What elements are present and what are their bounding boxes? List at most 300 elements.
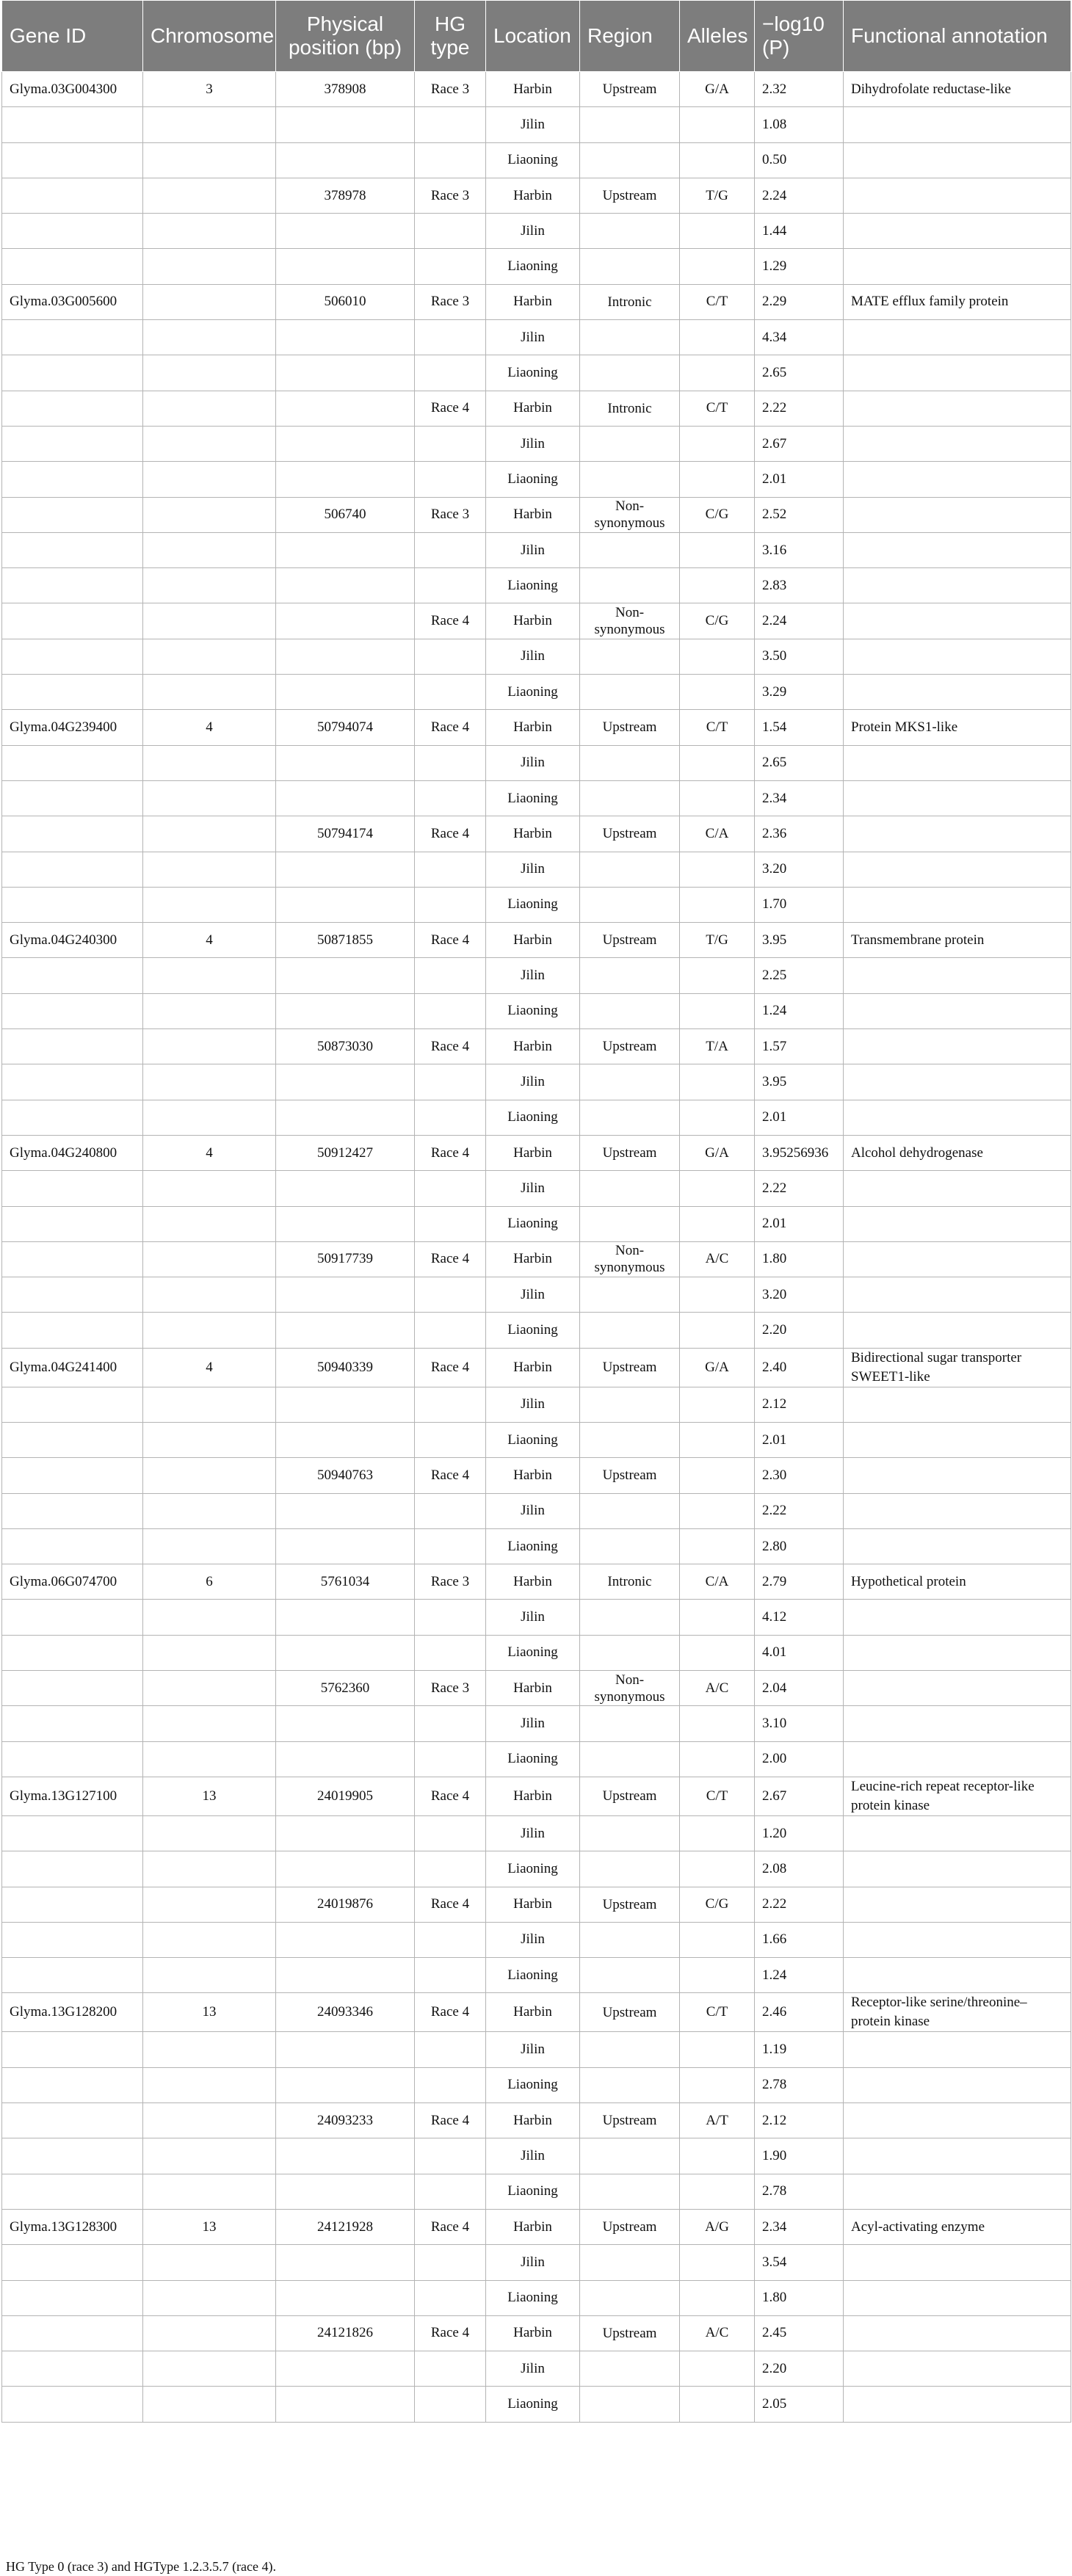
cell-functional-annotation — [844, 2103, 1071, 2138]
table-row — [2, 391, 1071, 426]
cell-hg-type — [415, 2387, 486, 2422]
cell-hg-type — [415, 887, 486, 922]
cell-alleles: C/A — [680, 1564, 755, 1600]
cell-chromosome: 4 — [143, 923, 276, 958]
cell-physical-position — [276, 887, 415, 922]
cell-functional-annotation — [844, 1851, 1071, 1887]
cell-physical-position — [276, 1600, 415, 1635]
table-row — [2, 639, 1071, 674]
cell-log10p: 2.20 — [755, 1313, 844, 1348]
table-row — [2, 1422, 1071, 1457]
cell-physical-position — [276, 2032, 415, 2067]
cell-chromosome — [143, 2032, 276, 2067]
cell-gene-id — [2, 1206, 143, 1241]
cell-gene-id — [2, 675, 143, 710]
cell-chromosome — [143, 1493, 276, 1528]
cell-functional-annotation — [844, 2245, 1071, 2280]
cell-alleles — [680, 1600, 755, 1635]
cell-functional-annotation: Acyl-activating enzyme — [844, 2209, 1071, 2244]
cell-chromosome — [143, 391, 276, 426]
cell-physical-position — [276, 1277, 415, 1313]
cell-log10p: 3.10 — [755, 1706, 844, 1741]
cell-region — [580, 993, 680, 1028]
table-row — [2, 958, 1071, 993]
cell-hg-type: Race 4 — [415, 2209, 486, 2244]
cell-alleles — [680, 1422, 755, 1457]
cell-location: Liaoning — [486, 2280, 580, 2315]
cell-hg-type — [415, 2067, 486, 2102]
cell-location: Harbin — [486, 1993, 580, 2032]
cell-chromosome: 4 — [143, 1135, 276, 1170]
cell-functional-annotation — [844, 1600, 1071, 1635]
cell-region: Intronic — [580, 391, 680, 426]
cell-hg-type — [415, 2280, 486, 2315]
cell-chromosome — [143, 993, 276, 1028]
cell-functional-annotation — [844, 1100, 1071, 1135]
cell-functional-annotation — [844, 1887, 1071, 1922]
cell-hg-type — [415, 1922, 486, 1957]
cell-alleles: C/T — [680, 284, 755, 319]
cell-chromosome — [143, 355, 276, 391]
cell-physical-position — [276, 391, 415, 426]
cell-region — [580, 780, 680, 816]
cell-hg-type — [415, 675, 486, 710]
cell-log10p: 2.22 — [755, 1887, 844, 1922]
cell-gene-id — [2, 1100, 143, 1135]
cell-location: Liaoning — [486, 2067, 580, 2102]
cell-hg-type: Race 4 — [415, 1029, 486, 1064]
table-row — [2, 2280, 1071, 2315]
cell-log10p: 2.78 — [755, 2067, 844, 2102]
cell-chromosome — [143, 1528, 276, 1564]
cell-chromosome — [143, 178, 276, 213]
cell-physical-position: 50873030 — [276, 1029, 415, 1064]
cell-functional-annotation — [844, 1171, 1071, 1206]
cell-log10p: 1.44 — [755, 214, 844, 249]
cell-hg-type: Race 4 — [415, 391, 486, 426]
cell-log10p: 1.24 — [755, 1958, 844, 1993]
cell-alleles — [680, 1387, 755, 1422]
cell-region — [580, 249, 680, 284]
cell-physical-position — [276, 1922, 415, 1957]
cell-hg-type: Race 4 — [415, 710, 486, 745]
cell-chromosome — [143, 1887, 276, 1922]
cell-functional-annotation: Bidirectional sugar transporter SWEET1-like — [844, 1348, 1071, 1387]
cell-gene-id — [2, 1851, 143, 1887]
cell-gene-id — [2, 249, 143, 284]
cell-region — [580, 1422, 680, 1457]
cell-physical-position — [276, 780, 415, 816]
cell-hg-type — [415, 462, 486, 497]
cell-alleles — [680, 2138, 755, 2174]
table-row — [2, 249, 1071, 284]
table-row — [2, 355, 1071, 391]
cell-log10p: 3.29 — [755, 675, 844, 710]
cell-region — [580, 887, 680, 922]
cell-hg-type — [415, 568, 486, 603]
cell-gene-id — [2, 568, 143, 603]
table-row — [2, 426, 1071, 461]
cell-functional-annotation: Dihydrofolate reductase-like — [844, 72, 1071, 107]
cell-gene-id — [2, 320, 143, 355]
cell-alleles — [680, 1706, 755, 1741]
cell-region — [580, 745, 680, 780]
header-functional-annotation: Functional annotation — [844, 1, 1071, 72]
cell-location: Jilin — [486, 1387, 580, 1422]
cell-location: Jilin — [486, 2351, 580, 2387]
cell-log10p: 2.32 — [755, 72, 844, 107]
cell-physical-position — [276, 2351, 415, 2387]
cell-alleles — [680, 1171, 755, 1206]
cell-location: Liaoning — [486, 1100, 580, 1135]
cell-alleles — [680, 1100, 755, 1135]
cell-location: Liaoning — [486, 2387, 580, 2422]
cell-chromosome — [143, 1600, 276, 1635]
cell-gene-id — [2, 1171, 143, 1206]
cell-functional-annotation — [844, 2351, 1071, 2387]
cell-hg-type — [415, 745, 486, 780]
header-location: Location — [486, 1, 580, 72]
cell-log10p: 1.57 — [755, 1029, 844, 1064]
cell-region — [580, 2245, 680, 2280]
cell-region — [580, 1277, 680, 1313]
table-row — [2, 1135, 1071, 1170]
cell-location: Liaoning — [486, 249, 580, 284]
cell-location: Harbin — [486, 1241, 580, 1277]
cell-functional-annotation — [844, 745, 1071, 780]
cell-location: Harbin — [486, 603, 580, 639]
cell-alleles — [680, 852, 755, 887]
cell-physical-position — [276, 1100, 415, 1135]
cell-functional-annotation — [844, 887, 1071, 922]
cell-log10p: 2.01 — [755, 1100, 844, 1135]
table-row — [2, 1313, 1071, 1348]
cell-log10p: 2.80 — [755, 1528, 844, 1564]
table-row — [2, 2032, 1071, 2067]
cell-physical-position — [276, 958, 415, 993]
cell-region — [580, 1635, 680, 1670]
table-row — [2, 1564, 1071, 1600]
cell-functional-annotation — [844, 603, 1071, 639]
cell-log10p: 1.24 — [755, 993, 844, 1028]
cell-region — [580, 2138, 680, 2174]
cell-log10p: 2.24 — [755, 178, 844, 213]
table-row — [2, 1922, 1071, 1957]
cell-alleles — [680, 887, 755, 922]
cell-log10p: 2.40 — [755, 1348, 844, 1387]
cell-region — [580, 214, 680, 249]
cell-location: Jilin — [486, 107, 580, 142]
table-body — [2, 72, 1071, 2423]
cell-region — [580, 2351, 680, 2387]
cell-region — [580, 1100, 680, 1135]
cell-physical-position: 50794174 — [276, 816, 415, 852]
cell-region: Upstream — [580, 1458, 680, 1493]
cell-region — [580, 2387, 680, 2422]
cell-functional-annotation — [844, 355, 1071, 391]
cell-location: Jilin — [486, 1171, 580, 1206]
cell-functional-annotation — [844, 214, 1071, 249]
cell-gene-id — [2, 1241, 143, 1277]
header-hg-type: HG type — [415, 1, 486, 72]
cell-chromosome — [143, 780, 276, 816]
table-row — [2, 1635, 1071, 1670]
cell-alleles: G/A — [680, 72, 755, 107]
cell-gene-id — [2, 462, 143, 497]
cell-gene-id — [2, 1887, 143, 1922]
cell-log10p: 2.45 — [755, 2315, 844, 2351]
cell-physical-position: 24121928 — [276, 2209, 415, 2244]
cell-log10p: 2.29 — [755, 284, 844, 319]
cell-alleles — [680, 675, 755, 710]
cell-alleles: G/A — [680, 1348, 755, 1387]
cell-physical-position: 378978 — [276, 178, 415, 213]
cell-functional-annotation — [844, 1206, 1071, 1241]
cell-alleles — [680, 2280, 755, 2315]
cell-region — [580, 852, 680, 887]
cell-hg-type: Race 4 — [415, 1135, 486, 1170]
cell-region: Upstream — [580, 1777, 680, 1815]
cell-physical-position — [276, 462, 415, 497]
cell-location: Liaoning — [486, 1851, 580, 1887]
cell-functional-annotation — [844, 2387, 1071, 2422]
cell-chromosome — [143, 568, 276, 603]
cell-chromosome — [143, 1171, 276, 1206]
cell-region — [580, 1493, 680, 1528]
cell-physical-position: 24121826 — [276, 2315, 415, 2351]
cell-functional-annotation — [844, 1241, 1071, 1277]
cell-physical-position — [276, 2174, 415, 2209]
cell-physical-position — [276, 1387, 415, 1422]
cell-chromosome — [143, 1064, 276, 1100]
table-row — [2, 1348, 1071, 1387]
cell-functional-annotation — [844, 1422, 1071, 1457]
cell-gene-id — [2, 887, 143, 922]
cell-chromosome — [143, 462, 276, 497]
cell-physical-position — [276, 1815, 415, 1851]
cell-region — [580, 1922, 680, 1957]
cell-region — [580, 1206, 680, 1241]
table-row — [2, 2315, 1071, 2351]
cell-physical-position — [276, 2280, 415, 2315]
cell-functional-annotation — [844, 993, 1071, 1028]
cell-chromosome — [143, 1029, 276, 1064]
cell-chromosome — [143, 1741, 276, 1777]
cell-functional-annotation — [844, 1387, 1071, 1422]
cell-chromosome — [143, 284, 276, 319]
cell-chromosome — [143, 2387, 276, 2422]
cell-alleles: C/G — [680, 603, 755, 639]
cell-gene-id — [2, 426, 143, 461]
cell-log10p: 2.65 — [755, 745, 844, 780]
cell-chromosome: 13 — [143, 1993, 276, 2032]
cell-physical-position — [276, 426, 415, 461]
cell-log10p: 3.50 — [755, 639, 844, 674]
cell-hg-type: Race 4 — [415, 1241, 486, 1277]
cell-region: Upstream — [580, 2209, 680, 2244]
cell-hg-type — [415, 1528, 486, 1564]
cell-alleles: A/C — [680, 1241, 755, 1277]
cell-physical-position — [276, 745, 415, 780]
table-row — [2, 142, 1071, 178]
cell-alleles: A/C — [680, 2315, 755, 2351]
cell-log10p: 2.08 — [755, 1851, 844, 1887]
cell-chromosome — [143, 675, 276, 710]
cell-location: Harbin — [486, 1348, 580, 1387]
cell-log10p: 2.22 — [755, 1171, 844, 1206]
cell-physical-position: 50794074 — [276, 710, 415, 745]
cell-chromosome — [143, 1706, 276, 1741]
cell-alleles — [680, 142, 755, 178]
cell-log10p: 1.54 — [755, 710, 844, 745]
cell-log10p: 0.50 — [755, 142, 844, 178]
cell-log10p: 3.95256936 — [755, 1135, 844, 1170]
cell-physical-position: 506010 — [276, 284, 415, 319]
cell-physical-position: 50871855 — [276, 923, 415, 958]
cell-location: Liaoning — [486, 142, 580, 178]
cell-log10p: 3.20 — [755, 1277, 844, 1313]
cell-location: Jilin — [486, 639, 580, 674]
cell-location: Jilin — [486, 958, 580, 993]
cell-alleles: C/A — [680, 816, 755, 852]
cell-alleles: A/C — [680, 1671, 755, 1706]
cell-gene-id — [2, 1671, 143, 1706]
cell-chromosome — [143, 1635, 276, 1670]
cell-log10p: 2.30 — [755, 1458, 844, 1493]
cell-hg-type — [415, 2351, 486, 2387]
table-row — [2, 1206, 1071, 1241]
cell-hg-type: Race 4 — [415, 1777, 486, 1815]
cell-region: Upstream — [580, 710, 680, 745]
cell-alleles — [680, 568, 755, 603]
cell-log10p: 3.54 — [755, 2245, 844, 2280]
cell-log10p: 4.12 — [755, 1600, 844, 1635]
cell-hg-type — [415, 639, 486, 674]
cell-hg-type — [415, 780, 486, 816]
cell-alleles — [680, 426, 755, 461]
cell-hg-type — [415, 1706, 486, 1741]
cell-location: Jilin — [486, 532, 580, 567]
cell-physical-position — [276, 1206, 415, 1241]
cell-gene-id — [2, 497, 143, 532]
cell-functional-annotation — [844, 958, 1071, 993]
cell-region — [580, 355, 680, 391]
cell-gene-id — [2, 780, 143, 816]
cell-physical-position — [276, 1851, 415, 1887]
cell-physical-position — [276, 852, 415, 887]
cell-gene-id — [2, 2138, 143, 2174]
cell-log10p: 1.20 — [755, 1815, 844, 1851]
cell-region — [580, 142, 680, 178]
cell-physical-position — [276, 1958, 415, 1993]
cell-alleles — [680, 1635, 755, 1670]
cell-functional-annotation — [844, 852, 1071, 887]
cell-log10p: 2.52 — [755, 497, 844, 532]
table-row — [2, 1815, 1071, 1851]
cell-alleles — [680, 1313, 755, 1348]
cell-gene-id — [2, 993, 143, 1028]
cell-gene-id — [2, 1815, 143, 1851]
cell-log10p: 2.22 — [755, 391, 844, 426]
cell-region — [580, 2032, 680, 2067]
cell-location: Liaoning — [486, 887, 580, 922]
cell-region — [580, 1064, 680, 1100]
cell-gene-id — [2, 2067, 143, 2102]
cell-location: Harbin — [486, 816, 580, 852]
cell-region — [580, 639, 680, 674]
cell-gene-id — [2, 2245, 143, 2280]
cell-hg-type: Race 4 — [415, 923, 486, 958]
cell-gene-id: Glyma.03G005600 — [2, 284, 143, 319]
cell-physical-position — [276, 2245, 415, 2280]
cell-gene-id — [2, 2032, 143, 2067]
cell-chromosome: 3 — [143, 72, 276, 107]
cell-hg-type — [415, 107, 486, 142]
cell-gene-id — [2, 532, 143, 567]
cell-region — [580, 1706, 680, 1741]
cell-functional-annotation — [844, 249, 1071, 284]
cell-chromosome — [143, 958, 276, 993]
table-row — [2, 780, 1071, 816]
cell-log10p: 3.20 — [755, 852, 844, 887]
cell-alleles — [680, 2067, 755, 2102]
cell-functional-annotation: Protein MKS1-like — [844, 710, 1071, 745]
cell-region — [580, 2067, 680, 2102]
cell-chromosome — [143, 2351, 276, 2387]
cell-alleles — [680, 1064, 755, 1100]
cell-physical-position — [276, 1313, 415, 1348]
cell-hg-type — [415, 142, 486, 178]
cell-log10p: 2.12 — [755, 2103, 844, 2138]
table-row — [2, 1171, 1071, 1206]
cell-functional-annotation — [844, 2315, 1071, 2351]
table-row — [2, 923, 1071, 958]
cell-alleles — [680, 1815, 755, 1851]
cell-alleles: T/G — [680, 923, 755, 958]
cell-functional-annotation — [844, 532, 1071, 567]
cell-region: Upstream — [580, 1348, 680, 1387]
cell-region — [580, 532, 680, 567]
cell-log10p: 2.25 — [755, 958, 844, 993]
cell-alleles: C/G — [680, 497, 755, 532]
cell-gene-id — [2, 1313, 143, 1348]
cell-gene-id — [2, 2315, 143, 2351]
cell-hg-type — [415, 2174, 486, 2209]
cell-gene-id — [2, 1706, 143, 1741]
cell-gene-id — [2, 107, 143, 142]
table-row — [2, 2138, 1071, 2174]
cell-functional-annotation — [844, 497, 1071, 532]
cell-functional-annotation: Hypothetical protein — [844, 1564, 1071, 1600]
cell-functional-annotation — [844, 426, 1071, 461]
cell-alleles — [680, 249, 755, 284]
cell-physical-position: 506740 — [276, 497, 415, 532]
cell-region — [580, 462, 680, 497]
cell-hg-type — [415, 1171, 486, 1206]
cell-location: Jilin — [486, 1277, 580, 1313]
cell-region — [580, 2174, 680, 2209]
cell-region: Upstream — [580, 72, 680, 107]
cell-functional-annotation — [844, 2032, 1071, 2067]
cell-functional-annotation — [844, 2174, 1071, 2209]
cell-physical-position — [276, 249, 415, 284]
cell-hg-type: Race 4 — [415, 603, 486, 639]
cell-location: Jilin — [486, 1922, 580, 1957]
cell-gene-id — [2, 1958, 143, 1993]
cell-gene-id — [2, 816, 143, 852]
cell-alleles: A/T — [680, 2103, 755, 2138]
cell-location: Harbin — [486, 1029, 580, 1064]
